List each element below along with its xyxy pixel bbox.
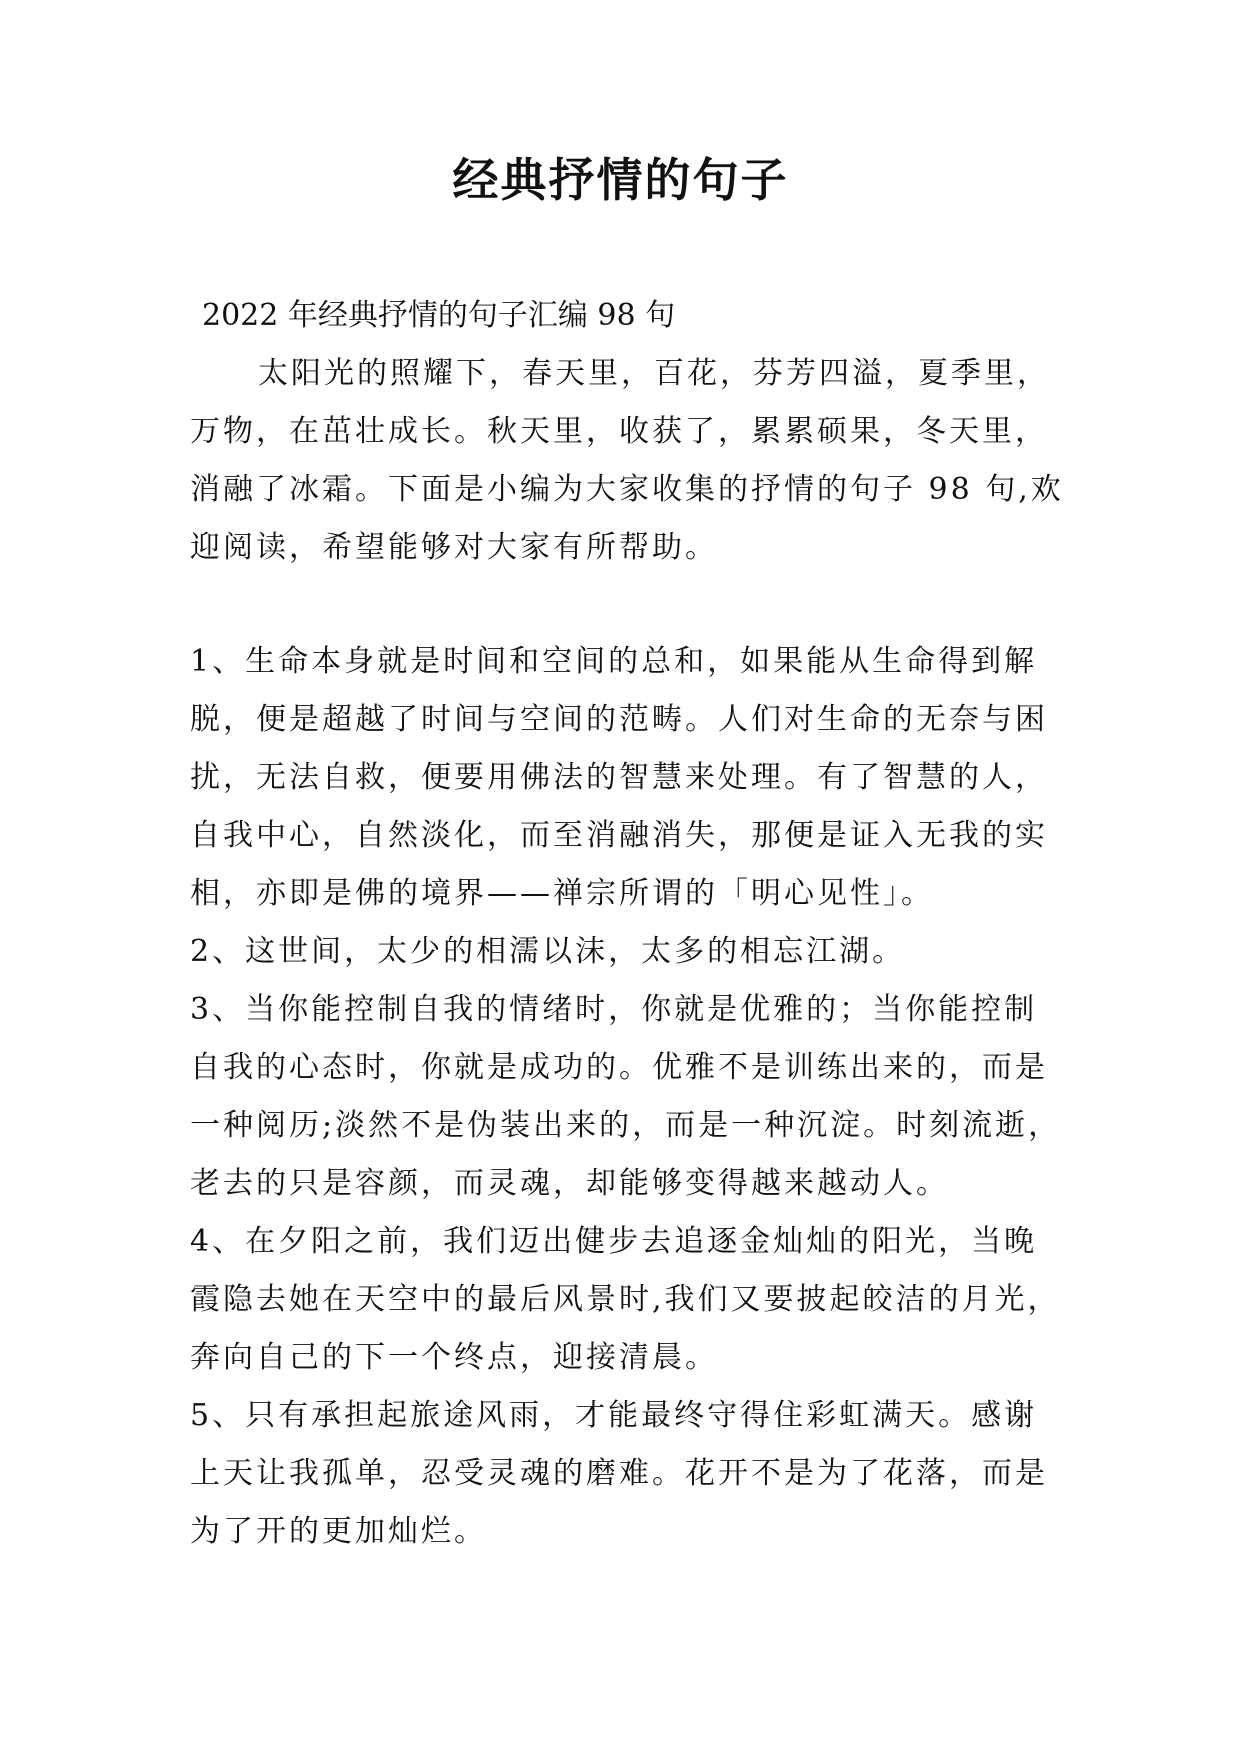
list-item: 2、这世间，太少的相濡以沫，太多的相忘江湖。 xyxy=(190,934,906,969)
sentence-list xyxy=(190,633,1070,1561)
list-item: 1、生命本身就是时间和空间的总和，如果能从生命得到解脱，便是超越了时间与空间的范畴。人们对生命的无奈与困扰，无法自救，便要用佛法的智慧来处理。有了智慧的人，自我中心，自然淡化，而至消融消失，那便是证入无我的实相，亦即是佛的境界——禅宗所谓的「明心见性」。 xyxy=(190,644,1048,911)
document-subtitle: 2022 年经典抒情的句子汇编 98 句 xyxy=(202,298,676,333)
list-item: 4、在夕阳之前，我们迈出健步去追逐金灿灿的阳光，当晚霞隐去她在天空中的最后风景时,我们又要披起皎洁的月光，奔向自己的下一个终点，迎接清晨。 xyxy=(190,1224,1061,1375)
intro-paragraph: 太阳光的照耀下，春天里，百花，芬芳四溢，夏季里，万物，在茁壮成长。秋天里，收获了，累累硕果，冬天里，消融了冰霜。下面是小编为大家收集的抒情的句子 98 句,欢迎阅读，希望能够对大家有所帮助。 xyxy=(190,356,1064,565)
list-item: 3、当你能控制自我的情绪时，你就是优雅的；当你能控制自我的心态时，你就是成功的。优雅不是训练出来的，而是一种阅历;淡然不是伪装出来的，而是一种沉淀。时刻流逝，老去的只是容颜，而灵魂，却能够变得越来越动人。 xyxy=(190,992,1062,1201)
document-title: 经典抒情的句子 xyxy=(452,153,789,207)
list-item: 5、只有承担起旅途风雨，才能最终守得住彩虹满天。感谢上天让我孤单，忍受灵魂的磨难。花开不是为了花落，而是为了开的更加灿烂。 xyxy=(190,1398,1048,1549)
